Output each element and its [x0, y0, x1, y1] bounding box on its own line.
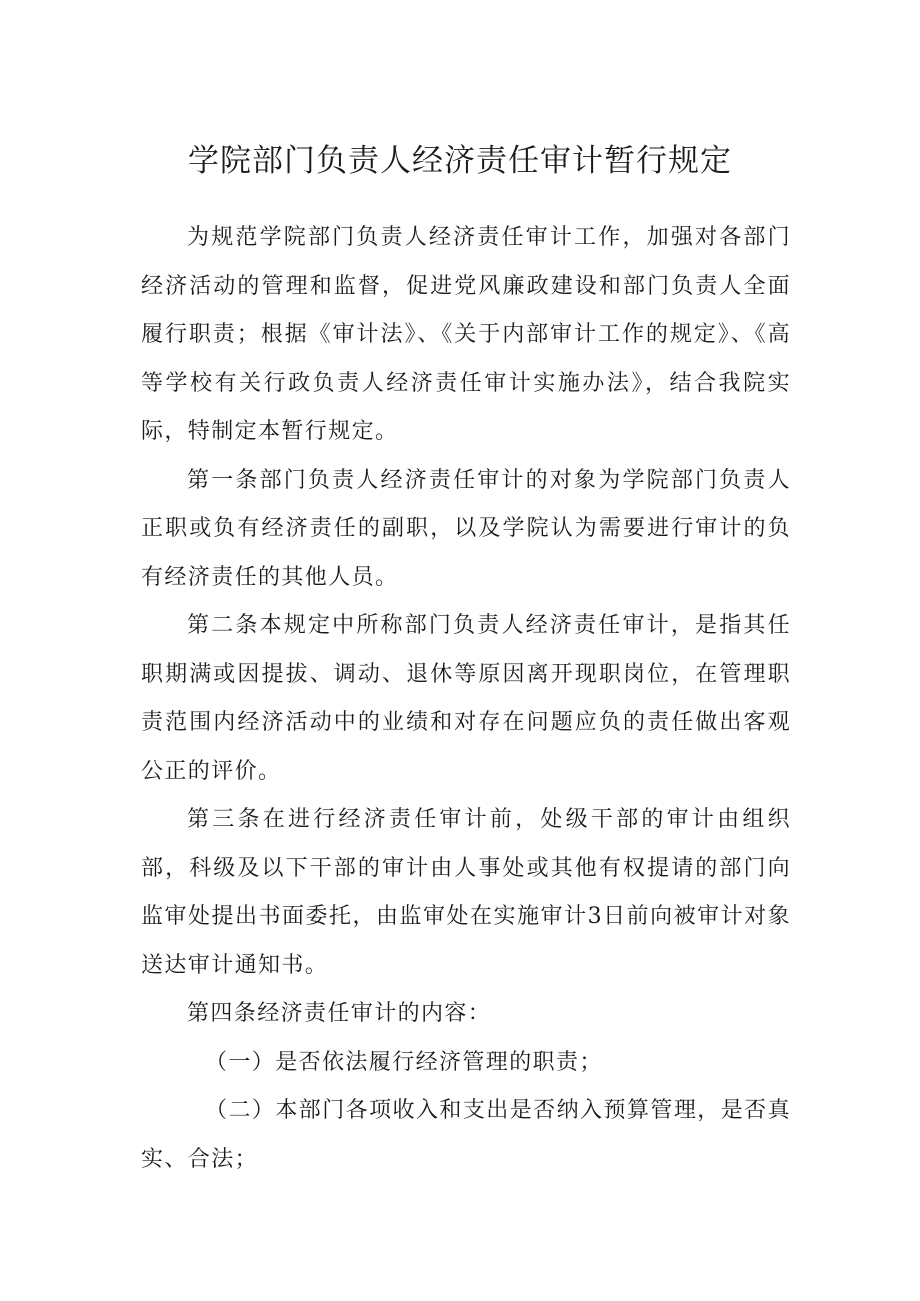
article-2-paragraph: 第二条本规定中所称部门负责人经济责任审计，是指其任职期满或因提拔、调动、退休等原因离开现职岗位，在管理职责范围内经济活动中的业绩和对存在问题应负的责任做出客观公正的评价。	[141, 613, 791, 784]
article-4-item-2: （二）本部门各项收入和支出是否纳入预算管理，是否真实、合法；	[141, 1098, 791, 1172]
article-4-paragraph: 第四条经济责任审计的内容：	[187, 1001, 492, 1026]
article-4-item-1: （一）是否依法履行经济管理的职责；	[205, 1049, 603, 1075]
document-body	[141, 214, 791, 1184]
article-3-paragraph: 第三条在进行经济责任审计前，处级干部的审计由组织部，科级及以下干部的审计由人事处或其他有权提请的部门向监审处提出书面委托，由监审处在实施审计3日前向被审计对象送达审计通知书。	[141, 807, 791, 978]
article-1-paragraph: 第一条部门负责人经济责任审计的对象为学院部门负责人正职或负有经济责任的副职，以及学院认为需要进行审计的负有经济责任的其他人员。	[141, 467, 791, 590]
document-title: 学院部门负责人经济责任审计暂行规定	[188, 143, 732, 179]
preamble-paragraph: 为规范学院部门负责人经济责任审计工作，加强对各部门经济活动的管理和监督，促进党风廉政建设和部门负责人全面履行职责；根据《审计法》、《关于内部审计工作的规定》、《高等学校有关行政负责人经济责任审计实施办法》，结合我院实际，特制定本暂行规定。	[141, 225, 791, 444]
